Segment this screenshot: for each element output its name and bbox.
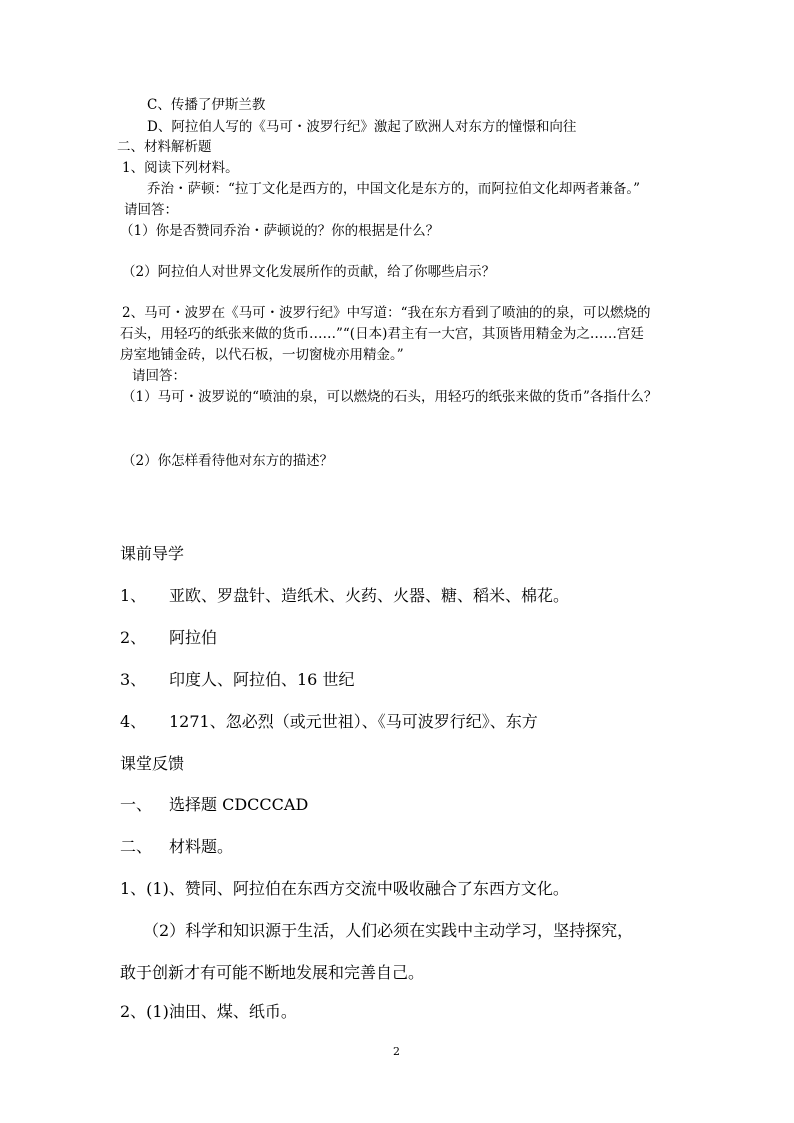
q2-sub2: （2）你怎样看待他对东方的描述？ [122,453,334,469]
response-2-line1: （2）科学和知识源于生活，人们必须在实践中主动学习，坚持探究， [143,921,634,940]
q1-sub2: （2）阿拉伯人对世界文化发展所作的贡献，给了你哪些启示？ [122,264,496,280]
q1-intro: 1、阅读下列材料。 [122,160,239,176]
feedback-2-number: 二、 [120,837,153,856]
answer-4-text: 1271、忽必烈（或元世祖）、《马可波罗行纪》、东方 [169,712,538,731]
answer-4-number: 4、 [120,712,147,731]
answer-3-text: 印度人、阿拉伯、16 世纪 [169,670,355,689]
answer-2-text: 阿拉伯 [169,628,218,647]
response-2-line2: 敢于创新才有可能不断地发展和完善自己。 [120,963,425,982]
response-3: 2、(1)油田、煤、纸币。 [120,1002,297,1021]
option-c: C、传播了伊斯兰教 [147,97,266,113]
q1-quote: 乔治・萨顿：“拉丁文化是西方的，中国文化是东方的，而阿拉伯文化却两者兼备。” [147,181,641,197]
q2-line1: 2、马可・波罗在《马可・波罗行纪》中写道：“我在东方看到了喷油的的泉，可以燃烧的 [122,305,651,321]
feedback-1-text: 选择题 CDCCCAD [169,795,309,814]
q1-sub1: （1）你是否赞同乔治・萨顿说的？你的根据是什么？ [120,223,440,239]
q2-line3: 房室地铺金砖，以代石板，一切窗栊亦用精金。” [120,347,404,363]
q2-line2: 石头，用轻巧的纸张来做的货币……”“(日本)君主有一大宫，其顶皆用精金为之……宫廷 [120,326,644,342]
q1-prompt: 请回答： [124,202,178,218]
feedback-1-number: 一、 [120,795,153,814]
option-d: D、阿拉伯人写的《马可・波罗行纪》激起了欧洲人对东方的憧憬和向往 [147,119,577,135]
heading-preview: 课前导学 [120,544,185,563]
answer-1-text: 亚欧、罗盘针、造纸术、火药、火器、糖、稻米、棉花。 [169,586,570,605]
q2-prompt: 请回答： [132,368,186,384]
feedback-2-text: 材料题。 [169,837,234,856]
answer-1-number: 1、 [120,586,147,605]
heading-feedback: 课堂反馈 [120,754,185,773]
section-title-material: 二、材料解析题 [117,139,212,155]
response-1: 1、(1)、赞同、阿拉伯在东西方交流中吸收融合了东西方文化。 [120,879,569,898]
answer-2-number: 2、 [120,628,147,647]
answer-3-number: 3、 [120,670,147,689]
q2-sub1: （1）马可・波罗说的“喷油的泉，可以燃烧的石头，用轻巧的纸张来做的货币”各指什么？ [122,389,658,405]
page-number: 2 [393,1045,400,1058]
